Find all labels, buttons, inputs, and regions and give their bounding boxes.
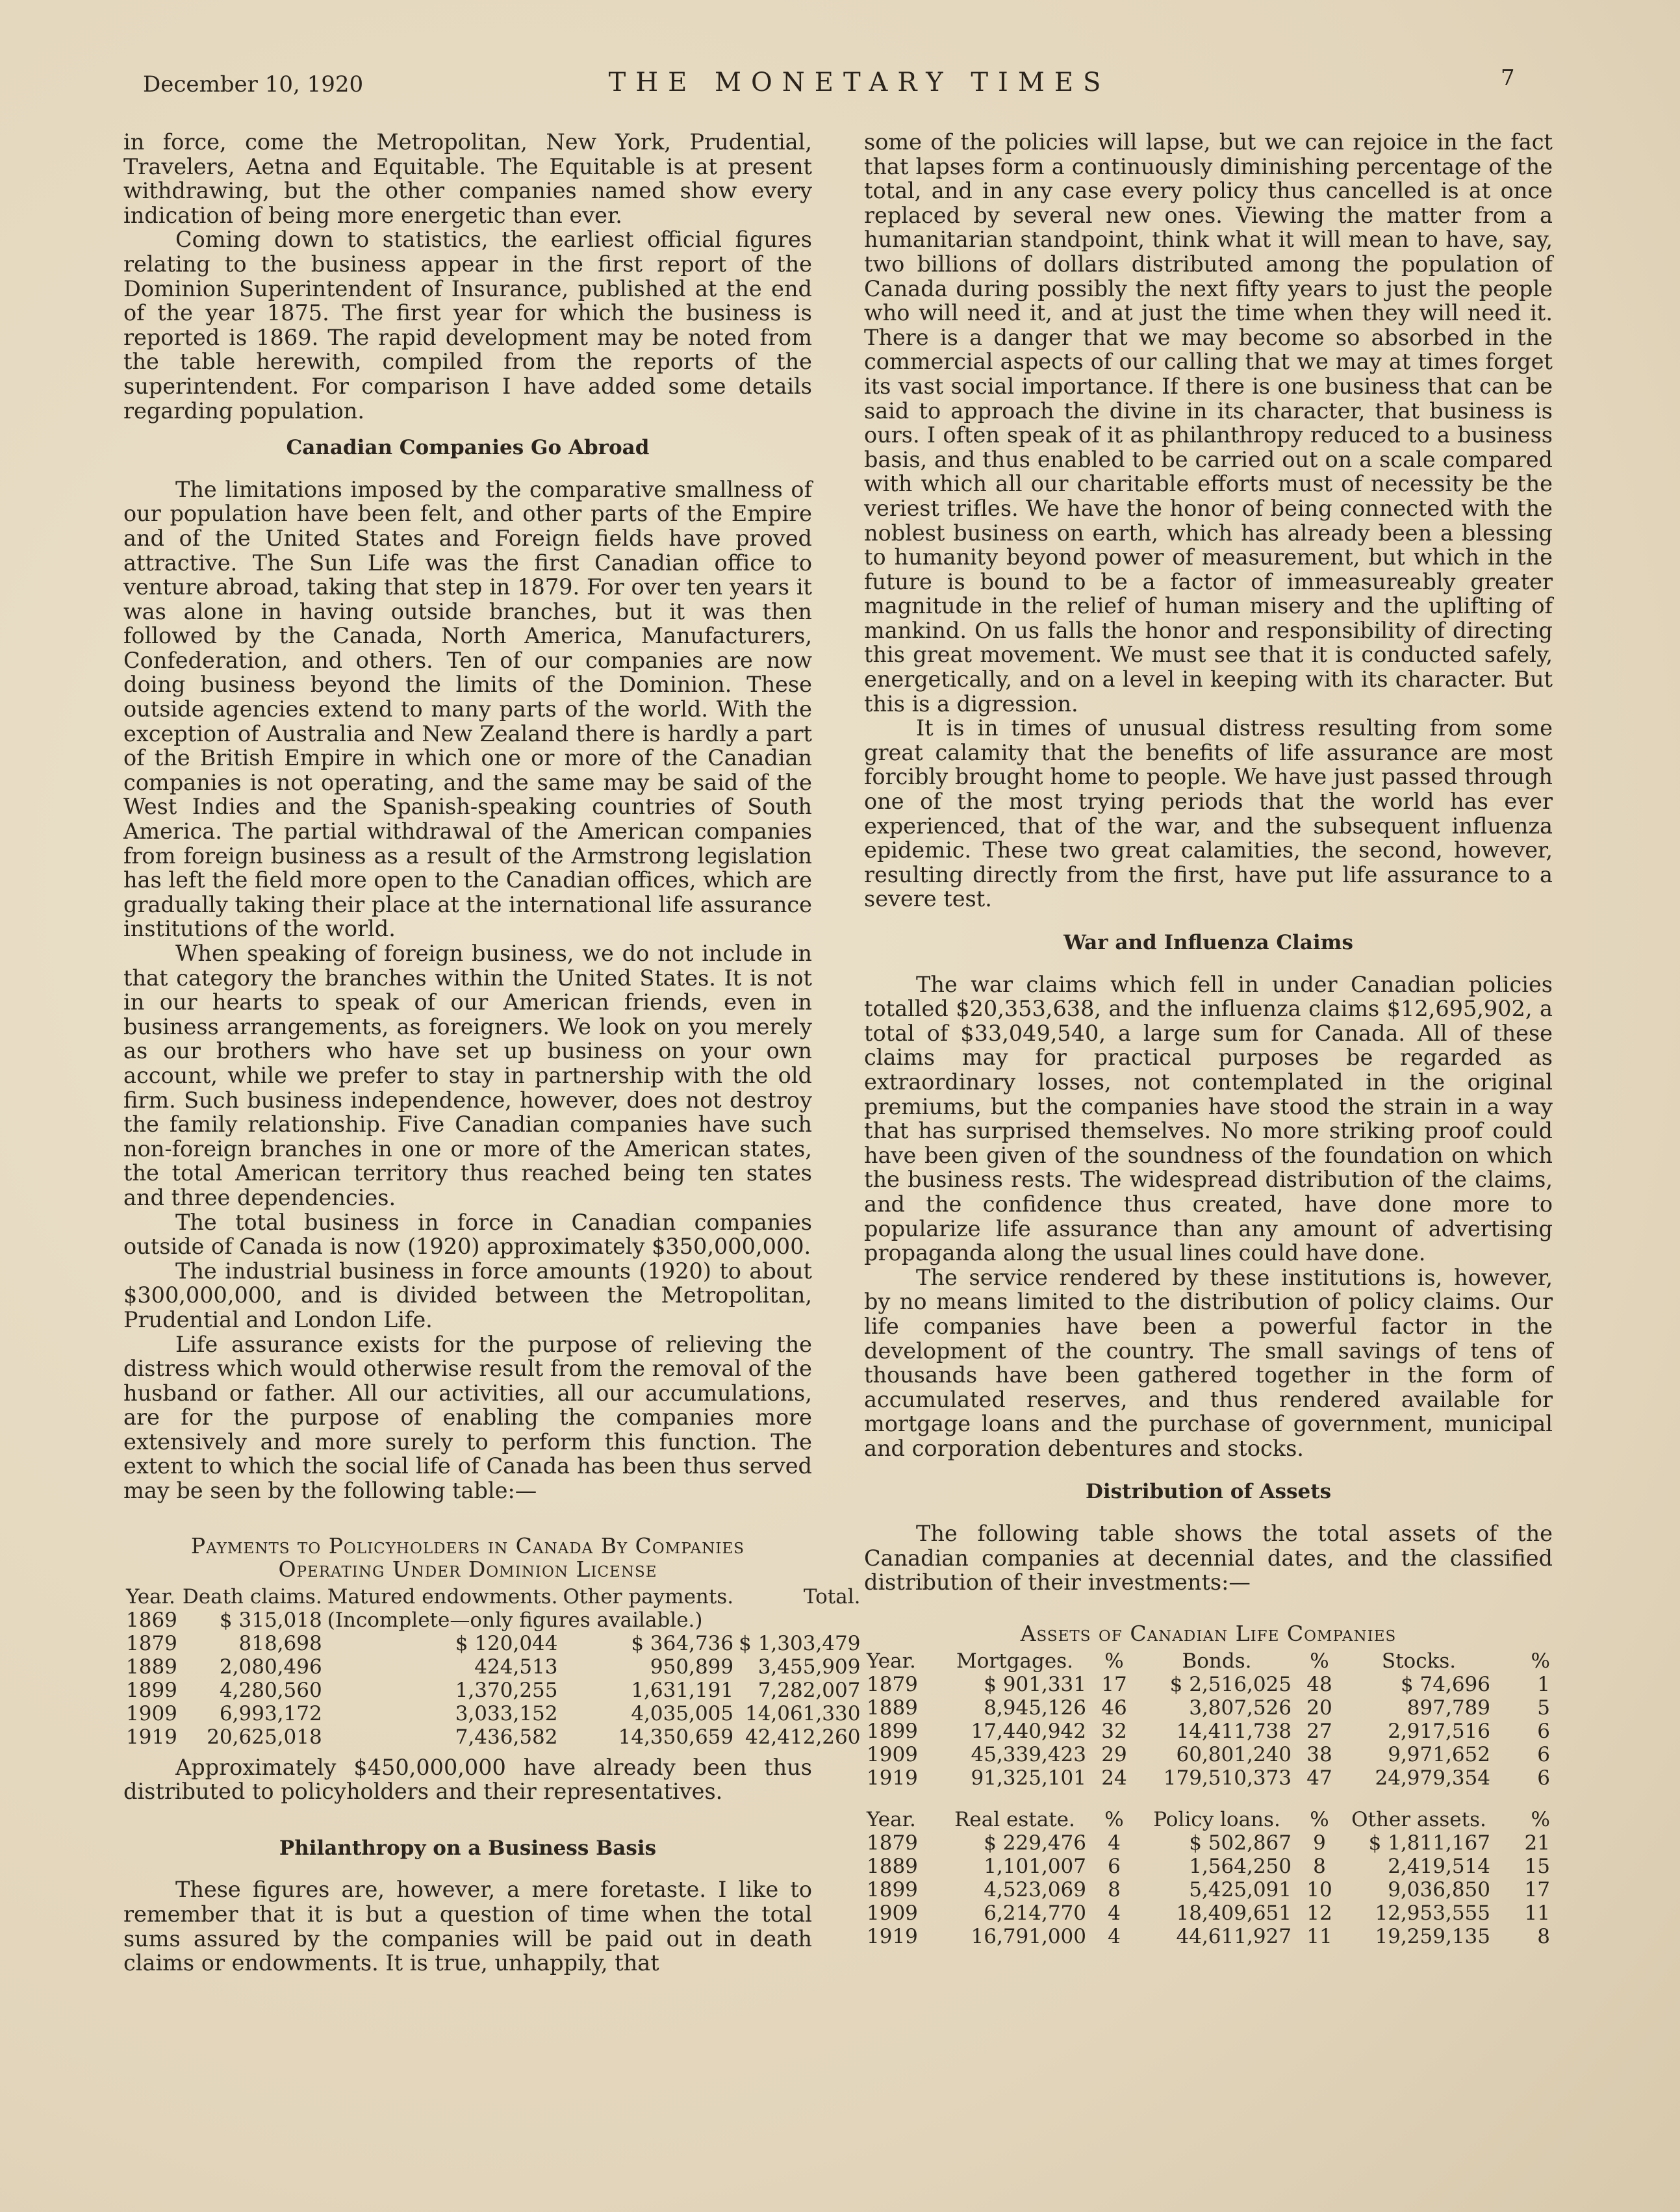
table-row (864, 1720, 1553, 1743)
payments-table (123, 1585, 863, 1749)
cell: 4,035,005 (631, 1701, 734, 1725)
year-cell: 1869 (126, 1608, 177, 1632)
table-row (123, 1725, 863, 1749)
year-cell: 1909 (867, 1742, 918, 1766)
cell: 179,510,373 (1163, 1766, 1292, 1790)
cell: 32 (1101, 1719, 1127, 1743)
cell: 5,425,091 (1189, 1877, 1292, 1901)
left-column (123, 129, 861, 1976)
year-cell: 1899 (867, 1719, 918, 1743)
table-row (864, 1878, 1553, 1901)
year-cell: 1919 (867, 1766, 918, 1790)
column-header: Stocks. (1381, 1649, 1457, 1673)
table-row (123, 1608, 863, 1632)
column-header: Policy loans. (1153, 1807, 1280, 1831)
cell: 4 (1108, 1901, 1121, 1925)
table-row (123, 1632, 863, 1655)
cell: (Incomplete—only figures available.) (327, 1608, 703, 1632)
cell: 3,807,526 (1189, 1696, 1292, 1720)
cell: $ 502,867 (1189, 1831, 1292, 1855)
year-cell: 1879 (867, 1831, 918, 1855)
cell: 8,945,126 (984, 1696, 1086, 1720)
section-heading: War and Influenza Claims (1063, 931, 1353, 954)
cell: 14,350,659 (618, 1725, 734, 1749)
column-header: % (1104, 1807, 1124, 1831)
table-row (864, 1743, 1553, 1766)
column-header: % (1104, 1649, 1124, 1673)
cell: 4,280,560 (219, 1678, 322, 1702)
cell: 2,917,516 (1388, 1719, 1490, 1743)
column-header: % (1531, 1649, 1550, 1673)
cell: 10 (1306, 1877, 1332, 1901)
cell: $ 229,476 (984, 1831, 1086, 1855)
table-row (864, 1673, 1553, 1696)
table-title-line-1: Payments to Policyholders in Canada By Companies (190, 1532, 745, 1558)
column-header: Year. (867, 1807, 916, 1831)
table-row (864, 1925, 1553, 1948)
paragraph: Life assurance exists for the purpose of relieving the distress which would otherwise result from the removal of the husband or father. All our activities, all our accumulations, are for the purpose of enabling the companies more extensively and more surely to perform this function. The extent to which the social life of Canada has been thus served may be seen by the following table:— (123, 1331, 812, 1504)
cell: 4,523,069 (984, 1877, 1086, 1901)
paragraph: some of the policies will lapse, but we can rejoice in the fact that lapses form a continuously diminishing percentage of the total, and in any case every policy thus cancelled is at once replaced by several new ones. Viewing the matter from a humanitarian standpoint, think what it will mean to have, say, two billions of dollars distributed among the population of Canada during possibly the next fifty years to just the people who will need it, and at just the time when they will need it. There is a danger that we may become so absorbed in the commercial aspects of our calling that we may at times forget its vast social importance. If there is one business that can be said to approach the divine in its character, that business is ours. I often speak of it as philanthropy reduced to a business basis, and thus enabled to be carried out on a scale compared with which all our charitable efforts must of necessity be the veriest trifles. We have the honor of being connected with the noblest business on earth, which has already been a blessing to humanity beyond power of measurement, but which in the future is bound to be a factor of immeasureably greater magnitude in the relief of human misery and the uplifting of mankind. On us falls the honor and responsibility of directing this great movement. We must see that it is conducted safely, energetically, and on a level in keeping with its character. But this is a digression. (864, 129, 1553, 717)
column-header: Other payments. (563, 1584, 734, 1608)
issue-date: December 10, 1920 (143, 71, 364, 97)
cell: 47 (1306, 1766, 1332, 1790)
table-row (123, 1655, 863, 1679)
cell: 24,979,354 (1375, 1766, 1490, 1790)
section-heading: Philanthropy on a Business Basis (279, 1836, 657, 1860)
cell: 1,564,250 (1189, 1854, 1292, 1878)
year-cell: 1899 (126, 1678, 177, 1702)
column-header: Bonds. (1182, 1649, 1252, 1673)
cell: 6 (1108, 1854, 1121, 1878)
cell: $ 120,044 (455, 1631, 558, 1655)
cell: 897,789 (1406, 1696, 1490, 1720)
cell: 42,412,260 (745, 1725, 861, 1749)
cell: 44,611,927 (1176, 1924, 1292, 1948)
cell: 20 (1306, 1696, 1332, 1720)
cell: 9,036,850 (1388, 1877, 1490, 1901)
paragraph: Coming down to statistics, the earliest official figures relating to the business appear in the first report of the Dominion Superintendent of Insurance, published at the end of the year 1875. The first year for which the business is reported is 1869. The rapid development may be noted from the table herewith, compiled from the reports of the superintendent. For comparison I have added some details regarding population. (123, 227, 812, 424)
table-row (864, 1696, 1553, 1720)
cell: 4 (1108, 1831, 1121, 1855)
paragraph: The war claims which fell in under Canadian policies totalled $20,353,638, and the influenza claims $12,695,902, a total of $33,049,540, a large sum for Canada. All of these claims may for practical purposes be regarded as extraordinary losses, not contemplated in the original premiums, but the companies have stood the strain in a way that has surprised themselves. No more striking proof could have been given of the soundness of the foundation on which the business rests. The widespread distribution of the claims, and the confidence thus created, have done more to popularize life assurance than any amount of advertising propaganda along the usual lines could have done. (864, 971, 1553, 1266)
paragraph: These figures are, however, a mere foretaste. I like to remember that it is but a question of time when the total sums assured by the companies will be paid out in death claims or endowments. It is true, unhappily, that (123, 1877, 812, 1976)
cell: $ 74,696 (1400, 1672, 1490, 1696)
column-header: % (1310, 1649, 1329, 1673)
year-cell: 1919 (867, 1924, 918, 1948)
year-cell: 1879 (867, 1672, 918, 1696)
column-header: Matured endowments. (327, 1584, 558, 1608)
cell: 8 (1537, 1924, 1550, 1948)
table-row (864, 1766, 1553, 1790)
paragraph: When speaking of foreign business, we do not include in that category the branches within the United States. It is not in our hearts to speak of our American friends, even in business arrangements, as foreigners. We look on you merely as our brothers who have set up business on your own account, while we prefer to stay in partnership with the old firm. Such business independence, however, does not destroy the family relationship. Five Canadian companies have such non-foreign branches in one or more of the American states, the total American territory thus reached being ten states and three dependencies. (123, 941, 812, 1210)
cell: 11 (1524, 1901, 1550, 1925)
year-cell: 1909 (867, 1901, 918, 1925)
cell: 12 (1306, 1901, 1332, 1925)
column-header: Death claims. (182, 1584, 322, 1608)
cell: 950,899 (650, 1655, 734, 1679)
cell: 1,370,255 (455, 1678, 558, 1702)
cell: 9,971,652 (1388, 1742, 1490, 1766)
paragraph: The limitations imposed by the comparative smallness of our population have been felt, and other parts of the Empire and of the United States and Foreign fields have proved attractive. The Sun Life was the first Canadian office to venture abroad, taking that step in 1879. For over ten years it was alone in having outside branches, but it was then followed by the Canada, North America, Manufacturers, Confederation, and others. Ten of our companies are now doing business beyond the limits of the Dominion. These outside agencies extend to many parts of the world. With the exception of Australia and New Zealand there is hardly a part of the British Empire in which one or more of the Canadian companies is not operating, and the same may be said of the West Indies and the Spanish-speaking countries of South America. The partial withdrawal of the American companies from foreign business as a result of the Armstrong legislation has left the field more open to the Canadian offices, which are gradually taking their place at the international life assurance institutions of the world. (123, 476, 812, 942)
cell: $ 315,018 (219, 1608, 322, 1632)
column-header: % (1310, 1807, 1329, 1831)
table-header-row (123, 1585, 863, 1608)
cell: 7,282,007 (757, 1678, 861, 1702)
cell: 6,214,770 (984, 1901, 1086, 1925)
cell: 2,419,514 (1388, 1854, 1490, 1878)
cell: 4 (1108, 1924, 1121, 1948)
cell: 6,993,172 (219, 1701, 322, 1725)
table-title-line-2: Operating Under Dominion License (278, 1556, 657, 1582)
cell: 60,801,240 (1176, 1742, 1292, 1766)
cell: 29 (1101, 1742, 1127, 1766)
table-row (123, 1679, 863, 1702)
year-cell: 1879 (126, 1631, 177, 1655)
year-cell: 1909 (126, 1701, 177, 1725)
column-header: Other assets. (1351, 1807, 1486, 1831)
cell: 48 (1306, 1672, 1332, 1696)
paragraph: The total business in force in Canadian companies outside of Canada is now (1920) approximately $350,000,000. (123, 1209, 812, 1260)
paragraph: The industrial business in force amounts (1920) to about $300,000,000, and is divided between the Metropolitan, Prudential and London Life. (123, 1258, 812, 1332)
cell: 46 (1101, 1696, 1127, 1720)
cell: $ 1,303,479 (739, 1631, 861, 1655)
table-row (864, 1855, 1553, 1878)
table-title-line: Assets of Canadian Life Companies (1020, 1620, 1397, 1646)
cell: 17 (1524, 1877, 1550, 1901)
column-header: Year. (126, 1584, 175, 1608)
cell: 5 (1537, 1696, 1550, 1720)
cell: 6 (1537, 1742, 1550, 1766)
paragraph: Approximately $450,000,000 have already been thus distributed to policyholders and their representatives. (123, 1754, 812, 1805)
cell: 3,455,909 (757, 1655, 861, 1679)
cell: 16,791,000 (971, 1924, 1086, 1948)
cell: $ 2,516,025 (1169, 1672, 1292, 1696)
cell: 14,061,330 (745, 1701, 861, 1725)
cell: 6 (1537, 1766, 1550, 1790)
cell: 7,436,582 (455, 1725, 558, 1749)
cell: 818,698 (238, 1631, 322, 1655)
cell: $ 1,811,167 (1368, 1831, 1490, 1855)
cell: 2,080,496 (219, 1655, 322, 1679)
cell: $ 364,736 (631, 1631, 734, 1655)
table-header-row (864, 1808, 1553, 1831)
cell: 91,325,101 (971, 1766, 1086, 1790)
paragraph: The following table shows the total assets of the Canadian companies at decennial dates, and the classified distribution of their investments:— (864, 1521, 1553, 1595)
cell: 12,953,555 (1375, 1901, 1490, 1925)
cell: 3,033,152 (455, 1701, 558, 1725)
section-heading: Canadian Companies Go Abroad (286, 436, 650, 460)
cell: 8 (1313, 1854, 1326, 1878)
cell: 1,101,007 (984, 1854, 1086, 1878)
cell: 14,411,738 (1176, 1719, 1292, 1743)
table-row (864, 1831, 1553, 1855)
cell: 19,259,135 (1375, 1924, 1490, 1948)
column-header: Real estate. (954, 1807, 1075, 1831)
cell: 20,625,018 (207, 1725, 322, 1749)
cell: 17 (1101, 1672, 1127, 1696)
year-cell: 1919 (126, 1725, 177, 1749)
cell: 18,409,651 (1176, 1901, 1292, 1925)
publication-title: THE MONETARY TIMES (608, 68, 1111, 97)
cell: 9 (1313, 1831, 1326, 1855)
page-header (0, 65, 1680, 104)
table-title (123, 1534, 812, 1581)
page-number: 7 (1501, 65, 1515, 91)
table-row (864, 1901, 1553, 1925)
cell: 17,440,942 (971, 1719, 1086, 1743)
column-header: % (1531, 1807, 1550, 1831)
table-spacer (864, 1790, 1553, 1808)
cell: 45,339,423 (971, 1742, 1086, 1766)
cell: 1 (1537, 1672, 1550, 1696)
cell: 24 (1101, 1766, 1127, 1790)
table-title (864, 1622, 1553, 1646)
cell: 8 (1108, 1877, 1121, 1901)
paragraph: The service rendered by these institutions is, however, by no means limited to the distribution of policy claims. Our life companies have been a powerful factor in the development of the country. The small savings of tens of thousands have been gathered together in the form of accumulated reserves, and thus rendered available for mortgage loans and the purchase of government, municipal and corporation debentures and stocks. (864, 1264, 1553, 1461)
cell: 11 (1306, 1924, 1332, 1948)
cell: 424,513 (474, 1655, 558, 1679)
column-header: Total. (803, 1584, 861, 1608)
cell: 6 (1537, 1719, 1550, 1743)
paragraph: in force, come the Metropolitan, New York, Prudential, Travelers, Aetna and Equitable. The Equitable is at present withdrawing, but the other companies named show every indication of being more energetic than ever. (123, 129, 812, 228)
assets-table (864, 1649, 1553, 1948)
right-column (864, 130, 1553, 1948)
cell: 38 (1306, 1742, 1332, 1766)
paragraph: It is in times of unusual distress resulting from some great calamity that the benefits of life assurance are most forcibly brought home to people. We have just passed through one of the most trying periods that the world has ever experienced, that of the war, and the subsequent influenza epidemic. These two great calamities, the second, however, resulting directly from the first, have put life assurance to a severe test. (864, 715, 1553, 912)
section-heading: Distribution of Assets (1085, 1480, 1332, 1504)
column-header: Year. (867, 1649, 916, 1673)
cell: $ 901,331 (984, 1672, 1086, 1696)
table-row (123, 1702, 863, 1725)
cell: 15 (1524, 1854, 1550, 1878)
year-cell: 1889 (867, 1854, 918, 1878)
year-cell: 1899 (867, 1877, 918, 1901)
table-header-row (864, 1649, 1553, 1673)
cell: 21 (1524, 1831, 1550, 1855)
year-cell: 1889 (126, 1655, 177, 1679)
cell: 27 (1306, 1719, 1332, 1743)
cell: 1,631,191 (631, 1678, 734, 1702)
column-header: Mortgages. (956, 1649, 1073, 1673)
year-cell: 1889 (867, 1696, 918, 1720)
